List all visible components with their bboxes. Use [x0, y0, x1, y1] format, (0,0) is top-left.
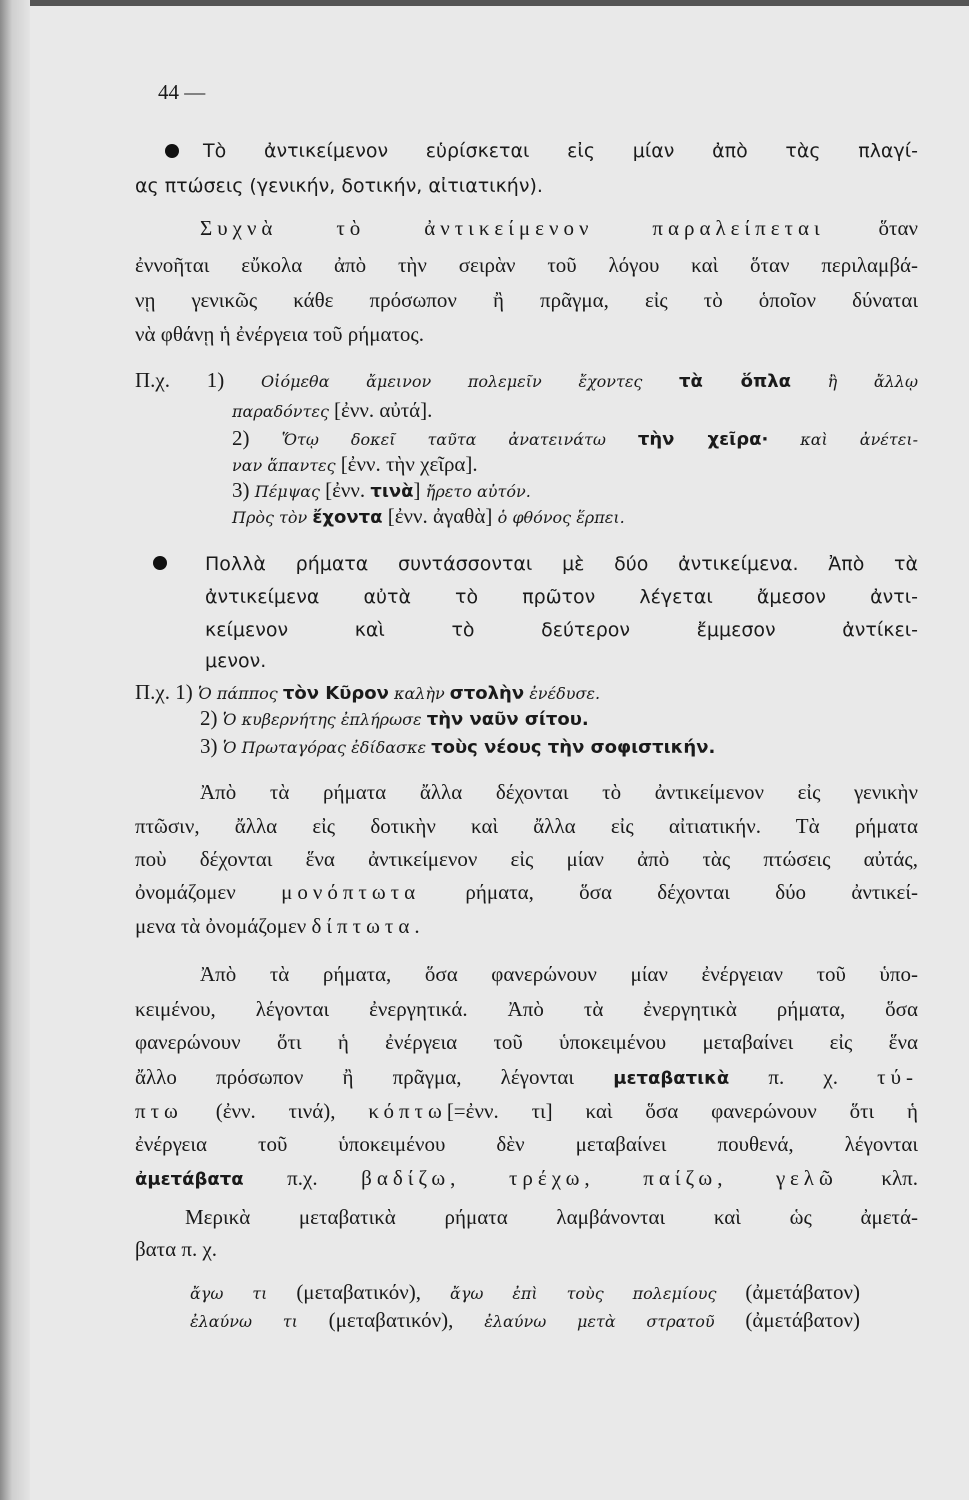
- text-segment: κείμενον καὶ τὸ δεύτερον ἔμμεσον ἀντίκει-: [205, 619, 918, 641]
- text-segment: πτω: [135, 1099, 183, 1123]
- text-segment: Ἀπὸ τὰ ρήματα ἄλλα δέχονται τὸ ἀντικείμενον εἰς γενικὴν: [200, 780, 918, 804]
- text-line-content: [135, 1065, 918, 1091]
- italic-example: Πρὸς τὸν: [232, 508, 313, 527]
- italic-example: ἐλαύνω τι: [190, 1312, 329, 1331]
- text-segment: νὰ φθάνῃ ἡ ἐνέργεια τοῦ ρήματος.: [135, 322, 424, 346]
- text-segment: ποὺ δέχονται ἕνα ἀντικείμενον εἰς μίαν ἀπὸ τὰς πτώσεις αὐτάς,: [135, 847, 918, 871]
- bullet-icon: [153, 556, 167, 570]
- text-segment: Π.χ. 1): [135, 680, 198, 704]
- text-line-content: [205, 551, 918, 576]
- italic-example: καλὴν: [388, 684, 450, 703]
- text-segment: ὅταν: [824, 216, 918, 240]
- italic-example: Ὁ Πρωταγόρας ἐδίδασκε: [222, 738, 432, 757]
- text-line: [135, 1166, 918, 1190]
- text-segment: ἐννοῆται εὔκολα ἀπὸ τὴν σειρὰν τοῦ λόγου καὶ ὅταν περιλαμβά-: [135, 253, 918, 277]
- text-line: [203, 138, 918, 162]
- text-line: [190, 1280, 860, 1304]
- text-line-content: [135, 322, 424, 346]
- italic-example: Ὁ κυβερνήτης ἐπλήρωσε: [222, 710, 427, 729]
- bold-term: στολὴν: [449, 683, 525, 704]
- text-segment: πτῶσιν, ἄλλα εἰς δοτικὴν καὶ ἄλλα εἰς αἰτιατικήν. Τὰ ρήματα: [135, 814, 918, 838]
- text-segment: φανερώνουν ὅτι ἡ ἐνέργεια τοῦ ὑποκειμένου μεταβαίνει εἰς ἕνα: [135, 1030, 918, 1054]
- text-line: [232, 504, 625, 528]
- text-segment: βατα π. χ.: [135, 1237, 218, 1261]
- text-line-content: [185, 1205, 918, 1229]
- text-segment: 2): [200, 706, 223, 730]
- text-segment: ἐνέργεια τοῦ ὑποκειμένου δὲν μεταβαίνει πουθενά, λέγονται: [135, 1132, 918, 1156]
- text-line: [135, 880, 918, 904]
- text-segment: δίπτωτα.: [311, 914, 425, 938]
- text-line: [135, 1099, 918, 1123]
- text-line-content: [135, 1030, 918, 1054]
- text-line-content: [135, 880, 918, 904]
- text-line-content: [200, 734, 715, 760]
- text-segment: 3): [232, 478, 255, 502]
- bold-term: τὴν χεῖρα·: [637, 429, 769, 450]
- text-line: [135, 368, 918, 392]
- text-segment: 3): [200, 734, 223, 758]
- text-line-content: [135, 1132, 918, 1156]
- text-line-content: [135, 1099, 918, 1123]
- text-line-content: [135, 847, 918, 871]
- text-segment: κλπ.: [837, 1166, 918, 1190]
- text-segment: Πολλὰ ρήματα συντάσσονται μὲ δύο ἀντικείμενα. Ἀπὸ τὰ: [205, 553, 918, 575]
- text-line-content: [190, 1308, 860, 1334]
- text-segment: Ἀπὸ τὰ ρήματα, ὅσα φανερώνουν μίαν ἐνέργειαν τοῦ ὑπο-: [200, 962, 918, 986]
- text-segment: κειμένου, λέγονται ἐνεργητικά. Ἀπὸ τὰ ἐνεργητικὰ ρήματα, ὅσα: [135, 997, 918, 1021]
- text-line: [205, 648, 266, 672]
- page-binding-edge: [0, 0, 30, 1500]
- italic-example: ἤρετο αὐτόν.: [425, 482, 531, 501]
- text-segment: (ἐνν. τινά),: [182, 1099, 369, 1123]
- text-line: [135, 997, 918, 1021]
- text-line: [190, 1308, 860, 1332]
- text-segment: [ἐνν. τὴν χεῖρα].: [340, 452, 478, 476]
- text-line-content: [200, 780, 918, 804]
- italic-example: ἢ ἄλλῳ: [791, 372, 918, 391]
- italic-example: παραδόντες: [232, 402, 335, 421]
- text-line-content: [190, 1280, 860, 1306]
- text-segment: ρήματα, ὅσα δέχονται δύο ἀντικεί-: [420, 880, 918, 904]
- italic-example: ἄγω τι: [190, 1284, 297, 1303]
- text-line: [135, 814, 918, 838]
- text-segment: κόπτω: [368, 1099, 447, 1123]
- text-segment: βαδίζω, τρέχω, παίζω, γελῶ: [361, 1166, 838, 1190]
- text-segment: Τὸ ἀντικείμενον εὑρίσκεται εἰς μίαν ἀπὸ τὰς πλαγί-: [203, 140, 918, 162]
- text-line-content: [232, 504, 625, 530]
- text-line: [135, 1237, 217, 1261]
- text-line: [205, 584, 918, 608]
- italic-example: Πέμψας: [254, 482, 326, 501]
- text-segment: ἀντικείμενα αὐτὰ τὸ πρῶτον λέγεται ἄμεσον ἀντι-: [205, 586, 918, 608]
- bold-term: τὸν Κῦρον: [282, 683, 389, 704]
- text-segment: νῃ γενικῶς κάθε πρόσωπον ἢ πρᾶγμα, εἰς τὸ ὁποῖον δύναται: [135, 288, 918, 312]
- text-segment: [ἐνν. αὐτά].: [334, 398, 433, 422]
- text-line: [205, 551, 918, 575]
- italic-example: ὁ φθόνος ἕρπει.: [497, 508, 625, 527]
- text-segment: π.χ.: [243, 1166, 362, 1190]
- italic-example: ναν ἅπαντες: [232, 456, 341, 475]
- text-segment: (μεταβατικόν),: [328, 1308, 485, 1332]
- text-line-content: [135, 288, 918, 312]
- text-segment: Π.χ. 1): [135, 368, 262, 392]
- text-line-content: [135, 680, 600, 706]
- italic-example: Οἰόμεθα ἄμεινον πολεμεῖν ἔχοντες: [261, 372, 680, 391]
- text-line-content: [200, 706, 589, 732]
- bullet-icon: [165, 144, 179, 158]
- italic-example: Ὅτῳ δοκεῖ ταῦτα ἀνατεινάτω: [281, 430, 638, 449]
- text-line: [232, 426, 918, 450]
- text-segment: (μεταβατικόν),: [296, 1280, 451, 1304]
- text-segment: [=ἐνν. τι] καὶ ὅσα φανερώνουν ὅτι ἡ: [446, 1099, 918, 1123]
- text-line-content: [135, 173, 543, 198]
- italic-example: καὶ ἀνέτει-: [768, 430, 918, 449]
- text-line: [200, 216, 918, 240]
- text-line: [135, 1065, 918, 1089]
- bold-term: τοὺς νέους τὴν σοφιστικήν.: [431, 737, 716, 758]
- text-line-content: [135, 814, 918, 838]
- text-segment: ας πτώσεις (γενικήν, δοτικήν, αἰτιατικήν).: [135, 175, 543, 197]
- text-segment: μενα τὰ ὀνομάζομεν: [135, 914, 312, 938]
- text-line: [135, 173, 543, 197]
- text-line-content: [203, 138, 918, 163]
- italic-example: Ὁ πάππος: [197, 684, 283, 703]
- text-segment: Μερικὰ μεταβατικὰ ρήματα λαμβάνονται καὶ ὡς ἀμετά-: [185, 1205, 918, 1229]
- bold-term: τὰ ὅπλα: [679, 371, 792, 392]
- text-segment: τύ-: [877, 1065, 918, 1089]
- text-segment: [ἐνν.: [325, 478, 371, 502]
- bold-term: τὴν ναῦν σίτου.: [426, 709, 589, 730]
- bold-term: μεταβατικὰ: [613, 1068, 730, 1089]
- text-line-content: [200, 216, 918, 240]
- text-line: [185, 1205, 918, 1229]
- text-line: [135, 1030, 918, 1054]
- text-line: [135, 847, 918, 871]
- text-line: [135, 253, 918, 277]
- text-segment: μονόπτωτα: [281, 880, 421, 904]
- text-segment: π. χ.: [729, 1065, 878, 1089]
- text-line-content: [135, 1166, 918, 1192]
- text-line: [135, 322, 424, 346]
- text-segment: 2): [232, 426, 282, 450]
- text-line: [135, 680, 600, 704]
- text-line-content: [205, 648, 266, 673]
- text-line-content: [205, 584, 918, 609]
- text-line-content: [232, 478, 531, 504]
- text-line: [135, 914, 425, 938]
- text-line-content: [232, 398, 432, 424]
- text-segment: [ἐνν. ἀγαθὰ]: [382, 504, 498, 528]
- bold-term: ἔχοντα: [312, 507, 383, 528]
- text-segment: ὀνομάζομεν: [135, 880, 282, 904]
- text-line-content: [135, 253, 918, 277]
- text-line-content: [135, 368, 918, 394]
- scan-top-edge: [0, 0, 969, 6]
- text-line: [232, 478, 531, 502]
- text-line-content: [135, 914, 425, 938]
- text-line-content: [135, 1237, 217, 1261]
- text-segment: Συχνὰ τὸ ἀντικείμενον παραλείπεται: [200, 216, 825, 240]
- text-line: [232, 398, 432, 422]
- bold-term: τινὰ: [370, 481, 414, 502]
- text-line: [200, 706, 589, 730]
- bold-term: ἀμετάβατα: [135, 1169, 244, 1190]
- text-segment: (ἀμετάβατον): [745, 1280, 861, 1304]
- text-line-content: [232, 452, 478, 478]
- text-line: [200, 780, 918, 804]
- text-line-content: [205, 617, 918, 642]
- text-line: [200, 734, 715, 758]
- text-line: [200, 962, 918, 986]
- text-segment: ]: [413, 478, 426, 502]
- text-line-content: [135, 997, 918, 1021]
- text-segment: μενον.: [205, 650, 267, 672]
- text-line: [205, 617, 918, 641]
- text-segment: ἄλλο πρόσωπον ἢ πρᾶγμα, λέγονται: [135, 1065, 614, 1089]
- text-line: [232, 452, 478, 476]
- text-line-content: [232, 426, 918, 452]
- italic-example: ἐλαύνω μετὰ στρατοῦ: [484, 1312, 746, 1331]
- text-line-content: [200, 962, 918, 986]
- italic-example: ἐνέδυσε.: [524, 684, 601, 703]
- text-line: [135, 288, 918, 312]
- page-number: 44 —: [158, 80, 206, 104]
- italic-example: ἄγω ἐπὶ τοὺς πολεμίους: [450, 1284, 746, 1303]
- text-line: [135, 1132, 918, 1156]
- text-segment: (ἀμετάβατον): [745, 1308, 861, 1332]
